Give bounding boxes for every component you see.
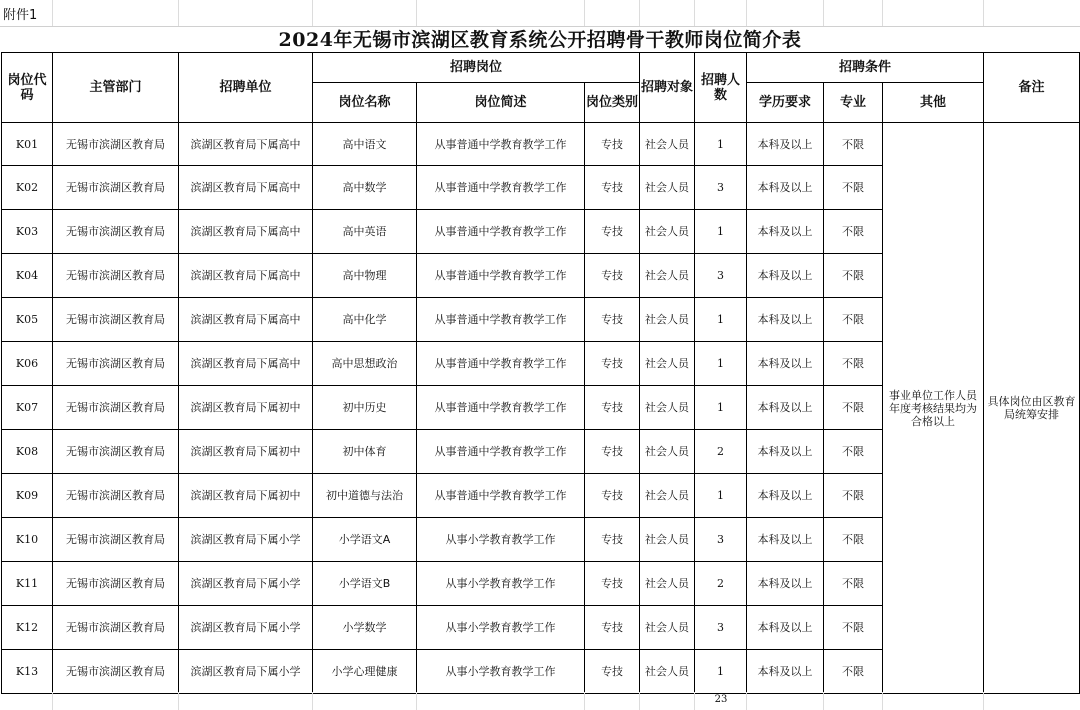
cell-department: 无锡市滨湖区教育局 — [53, 606, 179, 650]
cell-major: 不限 — [824, 254, 883, 298]
cell-code: K08 — [2, 430, 53, 474]
cell-department: 无锡市滨湖区教育局 — [53, 386, 179, 430]
cell-position-name: 初中道德与法治 — [313, 474, 417, 518]
cell-position-type: 专技 — [585, 386, 640, 430]
cell-target: 社会人员 — [640, 210, 695, 254]
header-count: 招聘人数 — [695, 53, 747, 123]
cell-unit: 滨湖区教育局下属小学 — [179, 650, 313, 694]
header-major: 专业 — [824, 83, 883, 123]
header-other: 其他 — [883, 83, 984, 123]
cell-target: 社会人员 — [640, 386, 695, 430]
footer-row — [0, 692, 1080, 710]
cell-count: 1 — [695, 474, 747, 518]
cell-major: 不限 — [824, 606, 883, 650]
cell-position-desc: 从事普通中学教育教学工作 — [417, 166, 585, 210]
cell-major: 不限 — [824, 562, 883, 606]
cell-major: 不限 — [824, 474, 883, 518]
cell-position-name: 高中化学 — [313, 298, 417, 342]
cell-major: 不限 — [824, 298, 883, 342]
cell-count: 1 — [695, 210, 747, 254]
header-position-type: 岗位类别 — [585, 83, 640, 123]
cell-code: K05 — [2, 298, 53, 342]
cell-education: 本科及以上 — [747, 562, 824, 606]
cell-target: 社会人员 — [640, 254, 695, 298]
cell-unit: 滨湖区教育局下属高中 — [179, 342, 313, 386]
cell-code: K10 — [2, 518, 53, 562]
cell-education: 本科及以上 — [747, 123, 824, 166]
cell-major: 不限 — [824, 518, 883, 562]
cell-position-type: 专技 — [585, 430, 640, 474]
cell-position-type: 专技 — [585, 606, 640, 650]
cell-position-desc: 从事小学教育教学工作 — [417, 650, 585, 694]
cell-unit: 滨湖区教育局下属初中 — [179, 430, 313, 474]
cell-unit: 滨湖区教育局下属高中 — [179, 123, 313, 166]
recruitment-table — [1, 52, 1080, 694]
cell-position-type: 专技 — [585, 518, 640, 562]
cell-position-type: 专技 — [585, 210, 640, 254]
cell-education: 本科及以上 — [747, 386, 824, 430]
cell-code: K03 — [2, 210, 53, 254]
cell-position-type: 专技 — [585, 123, 640, 166]
cell-education: 本科及以上 — [747, 298, 824, 342]
cell-other-merged: 事业单位工作人员年度考核结果均为合格以上 — [883, 123, 984, 694]
header-unit: 招聘单位 — [179, 53, 313, 123]
cell-position-type: 专技 — [585, 342, 640, 386]
cell-position-type: 专技 — [585, 298, 640, 342]
attachment-label: 附件1 — [3, 8, 38, 23]
header-remarks: 备注 — [984, 53, 1080, 123]
cell-count: 3 — [695, 518, 747, 562]
header-position-group: 招聘岗位 — [313, 53, 640, 83]
cell-count: 1 — [695, 386, 747, 430]
cell-unit: 滨湖区教育局下属初中 — [179, 474, 313, 518]
cell-count: 1 — [695, 342, 747, 386]
cell-unit: 滨湖区教育局下属高中 — [179, 210, 313, 254]
cell-target: 社会人员 — [640, 166, 695, 210]
cell-education: 本科及以上 — [747, 210, 824, 254]
cell-education: 本科及以上 — [747, 650, 824, 694]
cell-position-desc: 从事普通中学教育教学工作 — [417, 386, 585, 430]
header-department: 主管部门 — [53, 53, 179, 123]
table-row — [2, 123, 1080, 166]
cell-department: 无锡市滨湖区教育局 — [53, 342, 179, 386]
cell-education: 本科及以上 — [747, 342, 824, 386]
cell-target: 社会人员 — [640, 474, 695, 518]
cell-count: 1 — [695, 123, 747, 166]
cell-position-name: 小学语文B — [313, 562, 417, 606]
cell-education: 本科及以上 — [747, 474, 824, 518]
cell-position-name: 小学心理健康 — [313, 650, 417, 694]
cell-department: 无锡市滨湖区教育局 — [53, 562, 179, 606]
cell-position-name: 小学数学 — [313, 606, 417, 650]
cell-department: 无锡市滨湖区教育局 — [53, 166, 179, 210]
cell-department: 无锡市滨湖区教育局 — [53, 518, 179, 562]
cell-position-type: 专技 — [585, 254, 640, 298]
cell-target: 社会人员 — [640, 298, 695, 342]
cell-unit: 滨湖区教育局下属高中 — [179, 298, 313, 342]
cell-department: 无锡市滨湖区教育局 — [53, 430, 179, 474]
cell-unit: 滨湖区教育局下属高中 — [179, 254, 313, 298]
cell-position-desc: 从事普通中学教育教学工作 — [417, 430, 585, 474]
cell-position-type: 专技 — [585, 474, 640, 518]
cell-education: 本科及以上 — [747, 518, 824, 562]
cell-major: 不限 — [824, 166, 883, 210]
cell-code: K02 — [2, 166, 53, 210]
cell-position-desc: 从事普通中学教育教学工作 — [417, 298, 585, 342]
cell-unit: 滨湖区教育局下属高中 — [179, 166, 313, 210]
attachment-row — [0, 0, 1080, 27]
cell-code: K12 — [2, 606, 53, 650]
cell-department: 无锡市滨湖区教育局 — [53, 298, 179, 342]
cell-position-type: 专技 — [585, 562, 640, 606]
cell-position-name: 初中体育 — [313, 430, 417, 474]
cell-target: 社会人员 — [640, 430, 695, 474]
cell-department: 无锡市滨湖区教育局 — [53, 474, 179, 518]
cell-target: 社会人员 — [640, 650, 695, 694]
cell-major: 不限 — [824, 650, 883, 694]
cell-code: K11 — [2, 562, 53, 606]
cell-unit: 滨湖区教育局下属小学 — [179, 606, 313, 650]
cell-department: 无锡市滨湖区教育局 — [53, 123, 179, 166]
cell-major: 不限 — [824, 430, 883, 474]
cell-department: 无锡市滨湖区教育局 — [53, 210, 179, 254]
header-target: 招聘对象 — [640, 53, 695, 123]
cell-target: 社会人员 — [640, 123, 695, 166]
cell-position-desc: 从事小学教育教学工作 — [417, 562, 585, 606]
cell-count: 3 — [695, 606, 747, 650]
cell-code: K07 — [2, 386, 53, 430]
cell-position-desc: 从事普通中学教育教学工作 — [417, 254, 585, 298]
cell-position-type: 专技 — [585, 166, 640, 210]
cell-target: 社会人员 — [640, 606, 695, 650]
cell-remarks-merged: 具体岗位由区教育局统筹安排 — [984, 123, 1080, 694]
cell-unit: 滨湖区教育局下属初中 — [179, 386, 313, 430]
document-title: 2024年无锡市滨湖区教育系统公开招聘骨干教师岗位简介表 — [278, 29, 802, 51]
cell-position-desc: 从事小学教育教学工作 — [417, 606, 585, 650]
cell-position-name: 高中语文 — [313, 123, 417, 166]
cell-code: K09 — [2, 474, 53, 518]
cell-position-desc: 从事普通中学教育教学工作 — [417, 342, 585, 386]
cell-department: 无锡市滨湖区教育局 — [53, 254, 179, 298]
cell-code: K01 — [2, 123, 53, 166]
cell-education: 本科及以上 — [747, 254, 824, 298]
header-position-desc: 岗位简述 — [417, 83, 585, 123]
cell-position-name: 高中数学 — [313, 166, 417, 210]
cell-count: 2 — [695, 430, 747, 474]
cell-education: 本科及以上 — [747, 430, 824, 474]
cell-target: 社会人员 — [640, 562, 695, 606]
cell-position-name: 初中历史 — [313, 386, 417, 430]
cell-target: 社会人员 — [640, 518, 695, 562]
cell-count: 1 — [695, 650, 747, 694]
cell-major: 不限 — [824, 210, 883, 254]
page-number: 23 — [714, 694, 728, 705]
cell-count: 3 — [695, 166, 747, 210]
cell-code: K13 — [2, 650, 53, 694]
cell-major: 不限 — [824, 123, 883, 166]
cell-education: 本科及以上 — [747, 166, 824, 210]
cell-position-name: 高中物理 — [313, 254, 417, 298]
cell-major: 不限 — [824, 342, 883, 386]
cell-position-desc: 从事普通中学教育教学工作 — [417, 210, 585, 254]
cell-education: 本科及以上 — [747, 606, 824, 650]
cell-position-name: 小学语文A — [313, 518, 417, 562]
cell-position-name: 高中思想政治 — [313, 342, 417, 386]
cell-count: 1 — [695, 298, 747, 342]
cell-unit: 滨湖区教育局下属小学 — [179, 562, 313, 606]
cell-major: 不限 — [824, 386, 883, 430]
cell-position-desc: 从事普通中学教育教学工作 — [417, 123, 585, 166]
cell-position-type: 专技 — [585, 650, 640, 694]
cell-count: 2 — [695, 562, 747, 606]
header-code: 岗位代码 — [2, 53, 53, 123]
cell-unit: 滨湖区教育局下属小学 — [179, 518, 313, 562]
cell-position-name: 高中英语 — [313, 210, 417, 254]
cell-department: 无锡市滨湖区教育局 — [53, 650, 179, 694]
header-education: 学历要求 — [747, 83, 824, 123]
header-conditions-group: 招聘条件 — [747, 53, 984, 83]
cell-position-desc: 从事小学教育教学工作 — [417, 518, 585, 562]
cell-position-desc: 从事普通中学教育教学工作 — [417, 474, 585, 518]
cell-count: 3 — [695, 254, 747, 298]
cell-code: K04 — [2, 254, 53, 298]
header-position-name: 岗位名称 — [313, 83, 417, 123]
cell-code: K06 — [2, 342, 53, 386]
cell-target: 社会人员 — [640, 342, 695, 386]
